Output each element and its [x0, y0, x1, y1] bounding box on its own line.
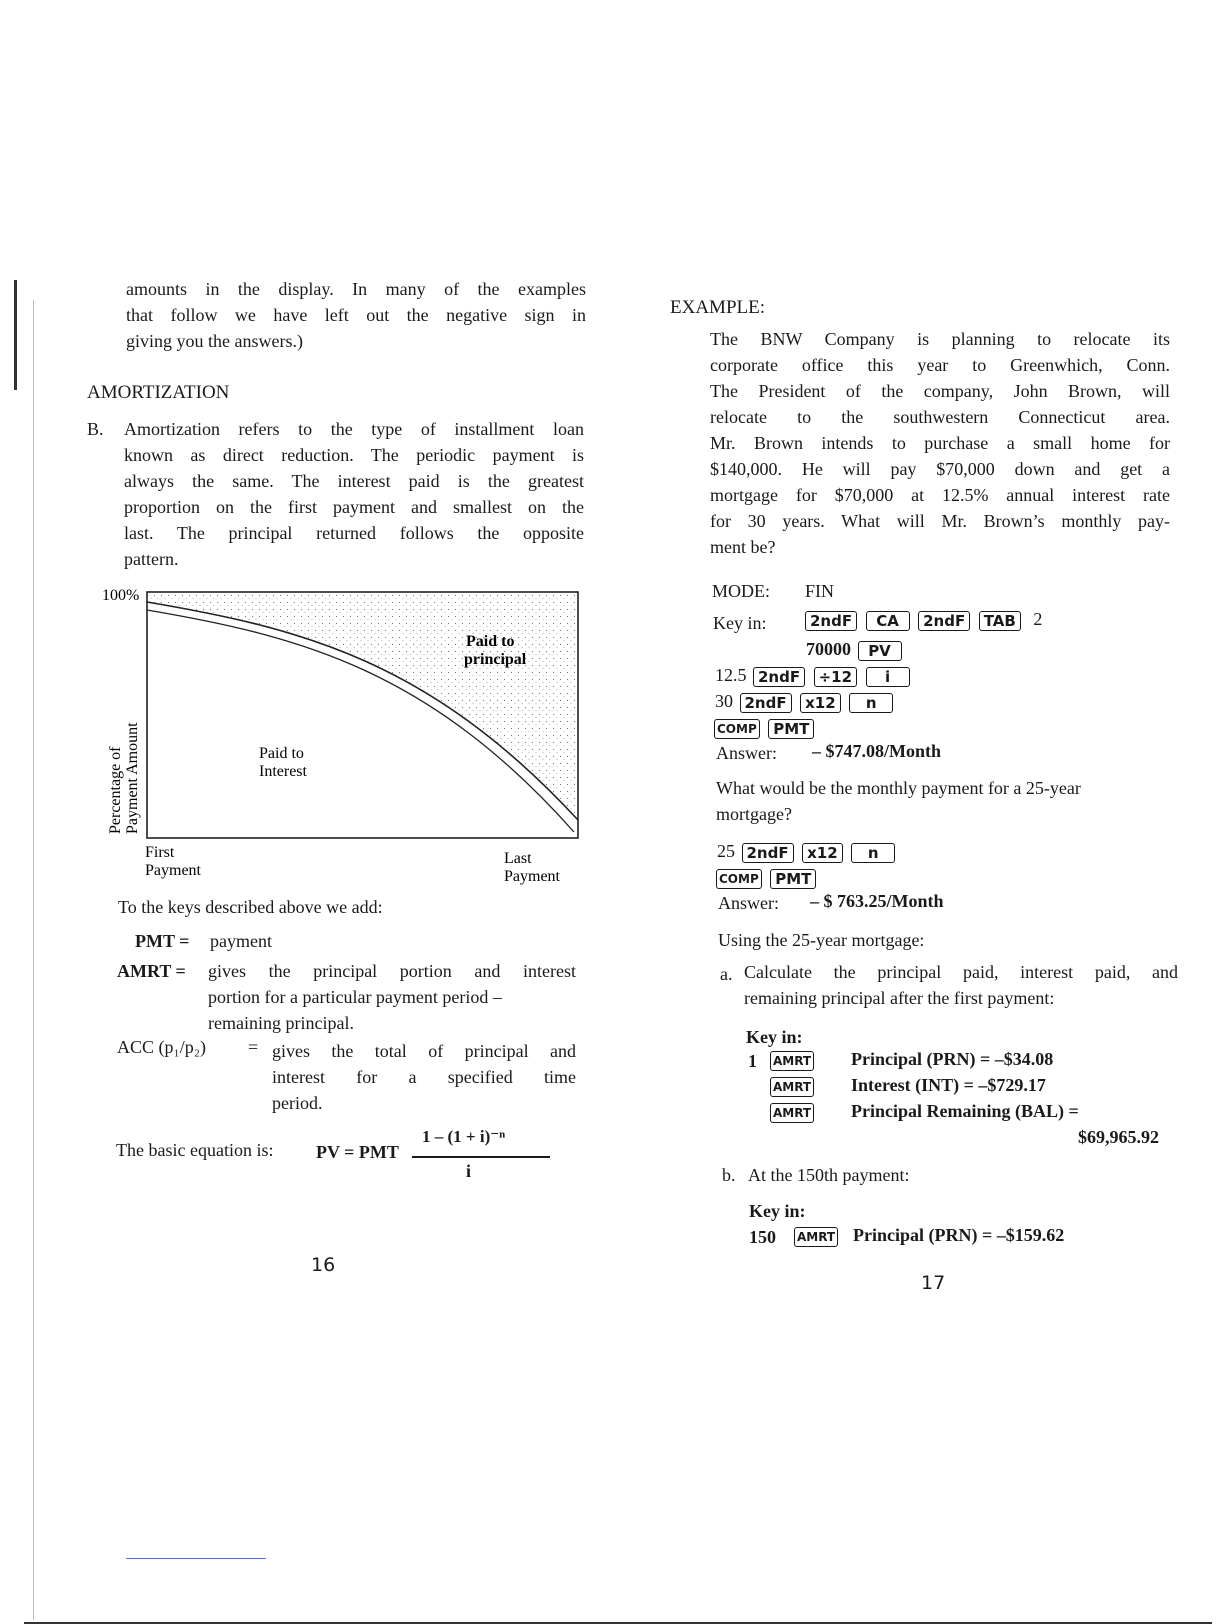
key-n[interactable]: n: [849, 693, 893, 713]
principal-area: [147, 592, 578, 820]
def-pmt-desc: payment: [210, 931, 272, 951]
label-paid-to-interest-1: Paid to: [259, 745, 304, 762]
page-bottom-rule: [24, 1622, 1212, 1624]
key-2ndf[interactable]: 2ndF: [753, 667, 805, 687]
item-b-text: At the 150th payment:: [748, 1165, 910, 1185]
key-amrt[interactable]: AMRT: [770, 1077, 814, 1097]
decimal-places-value: 2: [1033, 609, 1043, 629]
key-amrt[interactable]: AMRT: [770, 1103, 814, 1123]
equation-numerator: 1 – (1 + i)⁻ⁿ: [422, 1127, 506, 1146]
value-12-5: 12.5: [715, 665, 747, 685]
item-b-marker: b.: [722, 1165, 736, 1185]
answer-2-label: Answer:: [718, 893, 779, 913]
page-number-left: 16: [311, 1254, 336, 1276]
value-25: 25: [717, 841, 735, 861]
def-acc-term: ACC (p₁/p₂): [117, 1037, 207, 1057]
def-pmt-term: PMT =: [135, 931, 190, 951]
key-tab[interactable]: TAB: [979, 611, 1021, 631]
key-pv[interactable]: PV: [858, 641, 902, 661]
y-top-label: 100%: [102, 587, 140, 604]
def-amrt-term: AMRT =: [117, 961, 186, 981]
key-2ndf[interactable]: 2ndF: [805, 611, 857, 631]
y-axis-label-2: Payment Amount: [124, 722, 141, 834]
def-amrt-desc: gives the principal portion and interest portion for a particular payment period – remaining principal.: [208, 961, 576, 1033]
key-x12[interactable]: x12: [800, 693, 841, 713]
basic-equation-prefix: The basic equation is:: [116, 1140, 274, 1160]
mode-value: FIN: [805, 581, 835, 601]
example-heading: EXAMPLE:: [670, 297, 765, 318]
equation-denominator: i: [466, 1161, 472, 1181]
value-30: 30: [715, 691, 733, 711]
label-paid-to-principal-1: Paid to: [466, 633, 515, 650]
key-n[interactable]: n: [851, 843, 895, 863]
keyin-a-label: Key in:: [746, 1027, 803, 1047]
key-ca[interactable]: CA: [866, 611, 910, 631]
fraction-bar: [412, 1156, 550, 1158]
amortization-chart: [90, 580, 590, 890]
key-sequence-2: [806, 636, 904, 662]
answer-2-value: – $ 763.25/Month: [810, 891, 944, 911]
def-acc-desc: gives the total of principal and interest for a specified time period.: [272, 1041, 576, 1113]
key-i[interactable]: i: [866, 667, 910, 687]
key-pmt[interactable]: PMT: [770, 869, 816, 889]
key-sequence-6: [717, 838, 897, 864]
key-2ndf[interactable]: 2ndF: [740, 693, 792, 713]
amortization-paragraph: Amortization refers to the type of installment loan known as direct reduction. The periodic payment is always the same. The interest paid is the greatest proportion on the first payment and smallest on the last. The principal returned follows the opposite pattern.: [124, 419, 584, 569]
key-sequence-1: [803, 606, 1042, 632]
result-prn: Principal (PRN) = –$34.08: [851, 1049, 1054, 1069]
x-left-label-1: First: [145, 844, 175, 861]
keys-intro: To the keys described above we add:: [118, 897, 383, 917]
key-sequence-4: [715, 688, 895, 714]
key-comp[interactable]: COMP: [714, 719, 760, 739]
section-b-marker: B.: [87, 419, 104, 439]
label-paid-to-principal-2: principal: [464, 651, 527, 668]
result-prn-150: Principal (PRN) = –$159.62: [853, 1225, 1065, 1245]
value-150: 150: [749, 1227, 776, 1247]
key-sequence-5: [712, 714, 816, 740]
y-axis-label-1: Percentage of: [107, 746, 124, 834]
intro-paragraph: amounts in the display. In many of the examples that follow we have left out the negative sign in giving you the answers.): [126, 279, 586, 351]
key-amrt[interactable]: AMRT: [770, 1051, 814, 1071]
binding-edge-line-2: [33, 300, 34, 1620]
key-sequence-7: [714, 864, 818, 890]
key-comp[interactable]: COMP: [716, 869, 762, 889]
answer-1-value: – $747.08/Month: [812, 741, 942, 761]
value-1: 1: [748, 1051, 757, 1071]
x-right-label-2: Payment: [504, 868, 560, 885]
x-right-label-1: Last: [504, 850, 532, 867]
key-2ndf[interactable]: 2ndF: [918, 611, 970, 631]
key-div12[interactable]: ÷12: [814, 667, 857, 687]
bottom-link-rule: [126, 1558, 266, 1559]
key-sequence-3: [715, 662, 912, 688]
key-x12[interactable]: x12: [802, 843, 843, 863]
item-a-text: Calculate the principal paid, interest paid, and remaining principal after the first payment:: [744, 962, 1178, 1008]
key-2ndf[interactable]: 2ndF: [742, 843, 794, 863]
answer-1-label: Answer:: [716, 743, 777, 763]
key-amrt[interactable]: AMRT: [794, 1227, 838, 1247]
page-number-right: 17: [921, 1272, 946, 1294]
label-paid-to-interest-2: Interest: [259, 763, 307, 780]
keyin-b-label: Key in:: [749, 1201, 806, 1221]
value-70000: 70000: [806, 639, 851, 659]
binding-edge-line: [14, 280, 17, 390]
example-paragraph: The BNW Company is planning to relocate its corporate office this year to Greenwhich, Conn. The President of the company, John Brown, will relocate to the southwestern Connecticut area. Mr. Brown intends to purchase a small home for $140,000. He will pay $70,000 down and get a mortgage for $70,000 at 12.5% annual interest rate for 30 years. What will Mr. Brown’s monthly pay- ment be?: [710, 329, 1170, 557]
basic-equation-lhs: PV = PMT: [316, 1142, 399, 1162]
x-left-label-2: Payment: [145, 862, 201, 879]
def-acc-eq: =: [248, 1037, 259, 1057]
keyin-label: Key in:: [713, 613, 767, 633]
using-line: Using the 25-year mortgage:: [718, 930, 925, 950]
mode-label: MODE:: [712, 581, 770, 601]
item-a-marker: a.: [720, 964, 733, 984]
key-pmt[interactable]: PMT: [768, 719, 814, 739]
question-2: What would be the monthly payment for a 25-year mortgage?: [716, 778, 1081, 824]
result-int: Interest (INT) = –$729.17: [851, 1075, 1046, 1095]
result-bal-value: $69,965.92: [1078, 1127, 1159, 1147]
result-bal-label: Principal Remaining (BAL) =: [851, 1101, 1079, 1121]
amortization-heading: AMORTIZATION: [87, 382, 230, 403]
